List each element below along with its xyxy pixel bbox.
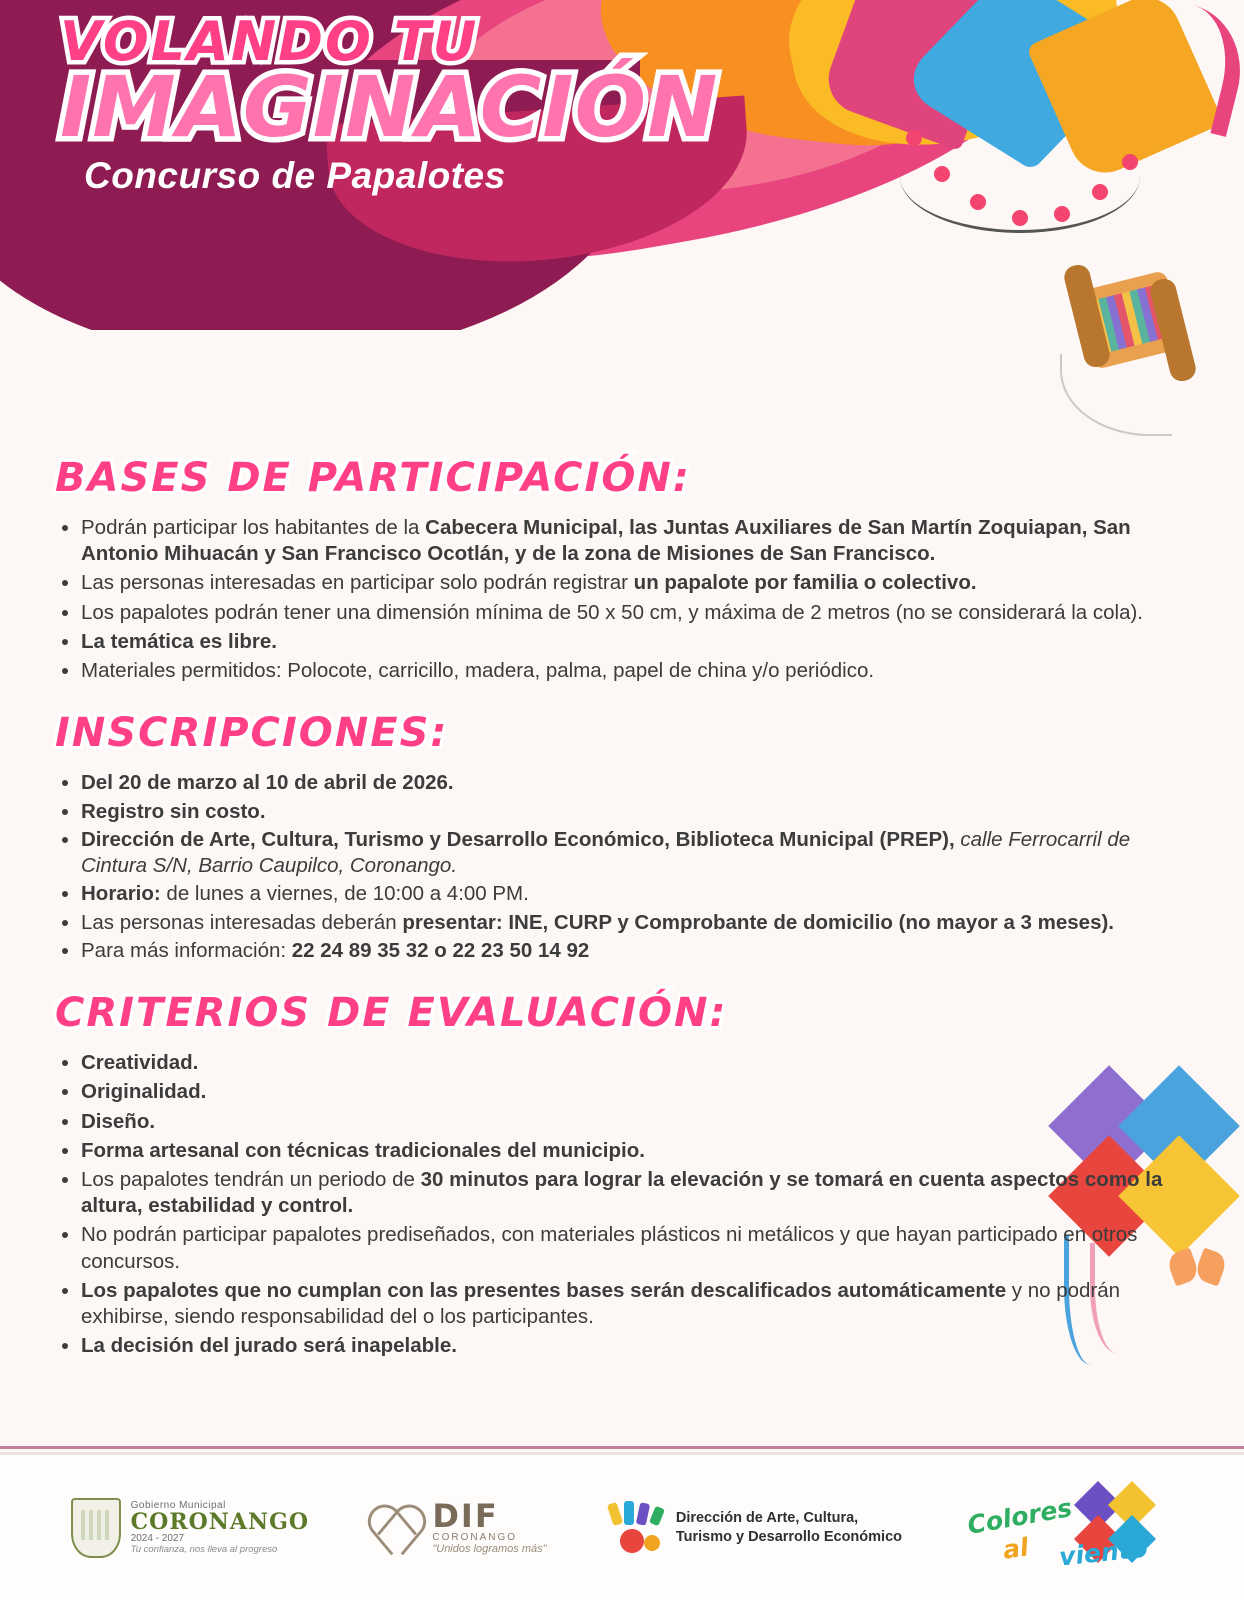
dif-subtitle: CORONANGO — [432, 1532, 518, 1543]
list-item — [55, 938, 1195, 964]
direccion-line1: Dirección de Arte, Cultura, — [675, 1510, 859, 1527]
list-item — [55, 1109, 1195, 1135]
text-run: Los papalotes podrán tener una dimensión mínima de 50 x 50 cm, y máxima de 2 metros (no se considerará la cola). — [81, 600, 1143, 624]
list-item — [55, 1222, 1195, 1274]
poster-footer — [0, 1452, 1244, 1600]
heart-family-icon — [370, 1503, 424, 1553]
colores-word-3: viento — [1058, 1532, 1150, 1572]
gobierno-name: CORONANGO — [130, 1509, 310, 1535]
section-bases — [55, 455, 1195, 684]
light-bulb — [1092, 184, 1108, 200]
text-run: Creatividad. — [81, 1051, 199, 1075]
section-inscripciones — [55, 710, 1195, 964]
light-bulb — [1122, 154, 1138, 170]
list-item — [55, 1050, 1195, 1076]
text-run: Originalidad. — [81, 1080, 207, 1104]
text-run: Dirección de Arte, Cultura, Turismo y Desarrollo Económico, Biblioteca Municipal (PREP), — [81, 827, 961, 851]
text-run: 30 minutos para lograr la elevación y se tomará en cuenta aspectos como la altura, estabilidad y control. — [81, 1167, 1163, 1218]
section-heading: BASES DE PARTICIPACIÓN: — [55, 455, 691, 501]
gobierno-slogan: Tu confianza, nos lleva al progreso — [130, 1544, 278, 1555]
logo-direccion-arte-cultura — [608, 1501, 902, 1555]
colores-word-1: Colores — [965, 1492, 1075, 1540]
thread-spool-icon — [1070, 258, 1190, 388]
list-item — [55, 910, 1195, 936]
poster-content — [55, 455, 1195, 1386]
coat-of-arms-icon — [71, 1498, 121, 1558]
title-line-1: VOLANDO TU — [60, 10, 479, 73]
text-run: La temática es libre. — [81, 629, 277, 653]
list-item — [55, 881, 1195, 907]
dif-slogan: "Unidos logramos más" — [432, 1543, 547, 1555]
text-run: No podrán participar papalotes prediseñados, con materiales plásticos ni metálicos y que hayan participado en otros concursos. — [81, 1223, 1138, 1273]
inscripciones-list — [55, 770, 1195, 964]
text-run: Forma artesanal con técnicas tradicionales del municipio. — [81, 1138, 645, 1162]
logo-dif — [370, 1497, 547, 1555]
text-run: Del 20 de marzo al 10 de abril de 2026. — [81, 771, 454, 795]
text-run: La decisión del jurado será inapelable. — [81, 1334, 457, 1358]
list-item — [55, 1079, 1195, 1105]
bases-list — [55, 515, 1195, 684]
list-item — [55, 827, 1195, 879]
list-item — [55, 1333, 1195, 1359]
text-run: Registro sin costo. — [81, 799, 266, 823]
direccion-line2: Turismo y Desarrollo Económico — [675, 1528, 902, 1545]
text-run: Diseño. — [81, 1109, 156, 1133]
text-run: un papalote por familia o colectivo. — [633, 571, 977, 595]
text-run: de lunes a viernes, de 10:00 a 4:00 PM. — [160, 882, 529, 906]
section-heading: INSCRIPCIONES: — [55, 710, 449, 757]
text-run: Las personas interesadas deberán — [81, 910, 403, 934]
text-run: y no podrán exhibirse, siendo responsabilidad del o los participantes. — [81, 1278, 1121, 1329]
list-item — [55, 570, 1195, 596]
light-bulb — [970, 194, 986, 210]
section-criterios — [55, 990, 1195, 1360]
logo-gobierno-coronango — [71, 1498, 309, 1558]
list-item — [55, 799, 1195, 825]
text-run: Para más información: — [81, 938, 292, 962]
list-item — [55, 515, 1195, 567]
text-run: presentar: INE, CURP y Comprobante de domicilio (no mayor a 3 meses). — [402, 910, 1114, 934]
list-item — [55, 1167, 1195, 1219]
dif-word: DIF — [432, 1497, 499, 1535]
poster-subtitle: Concurso de Papalotes — [84, 154, 506, 196]
list-item — [55, 1138, 1195, 1164]
text-run: Materiales permitidos: Polocote, carricillo, madera, palma, papel de china y/o periódico. — [81, 659, 875, 683]
list-item — [55, 1278, 1195, 1330]
text-run: calle Ferrocarril de Cintura S/N, Barrio Caupilco, Coronango. — [81, 827, 1131, 878]
text-run: 22 24 89 35 32 o 22 23 50 14 92 — [291, 938, 590, 962]
light-bulb — [906, 130, 922, 146]
text-run: Cabecera Municipal, las Juntas Auxiliares de San Martín Zoquiapan, San Antonio Mihuacán y San Francisco Ocotlán, y de la zona de Misiones de San Francisco. — [81, 516, 1131, 566]
title-line-2: IMAGINACIÓN — [60, 57, 719, 156]
list-item — [55, 629, 1195, 655]
light-bulb — [1054, 206, 1070, 222]
text-run: Horario: — [81, 882, 161, 906]
gobierno-years: 2024 - 2027 — [130, 1533, 185, 1544]
logo-colores-al-viento — [963, 1480, 1173, 1576]
colores-word-2: al — [1001, 1531, 1031, 1565]
text-run: Los papalotes que no cumplan con las presentes bases serán descalificados automáticamente — [81, 1278, 1007, 1302]
text-run: Las personas interesadas en participar solo podrán registrar — [81, 571, 634, 595]
criterios-list — [55, 1050, 1195, 1360]
list-item — [55, 658, 1195, 684]
light-bulb — [934, 166, 950, 182]
text-run: Los papalotes tendrán un periodo de — [81, 1167, 421, 1191]
gobierno-label: Gobierno Municipal — [130, 1500, 226, 1511]
poster-title-block — [60, 10, 840, 197]
light-bulb — [1012, 210, 1028, 226]
text-run: Podrán participar los habitantes de la — [81, 516, 426, 539]
colorful-mark-icon — [608, 1501, 666, 1555]
section-heading: CRITERIOS DE EVALUACIÓN: — [55, 990, 728, 1037]
list-item — [55, 770, 1195, 796]
list-item — [55, 600, 1195, 626]
